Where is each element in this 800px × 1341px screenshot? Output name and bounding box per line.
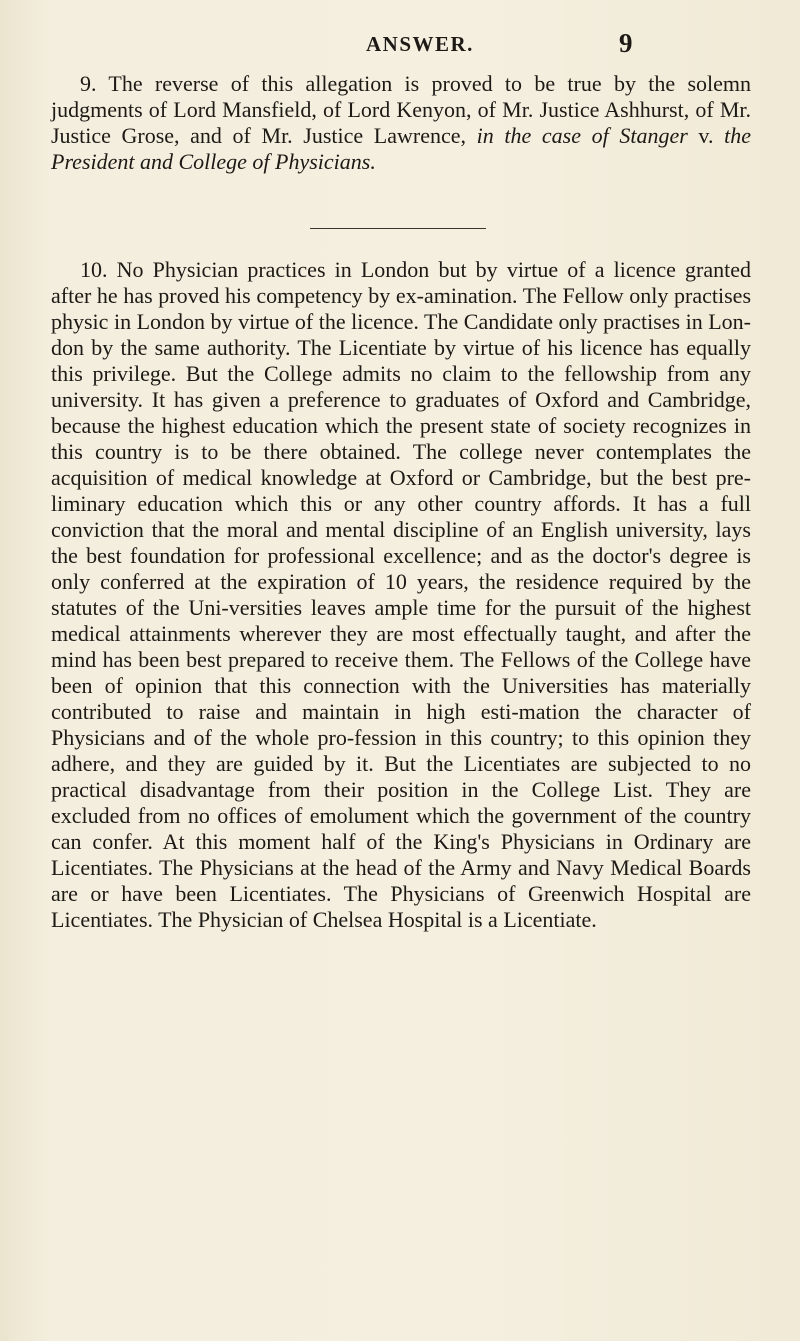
versus: v. [687,123,725,148]
italic-party-name: the President and College of Physicians. [51,123,751,174]
paragraph-number: 10. [80,257,108,282]
paragraph-number: 9. [80,71,97,96]
paragraph-text: The reverse of this allegation is proved to be true by the solemn judgments of Lord Mansfield, of Lord Kenyon, of Mr. Justice Ashhurst, of Mr. Justice Grose, and of Mr. Justice Lawrence, [51,71,751,148]
paragraph-9 [51,71,751,175]
page-header [0,28,800,62]
running-head: ANSWER. [366,32,474,56]
page-number: 9 [619,28,633,58]
paragraph-10 [51,257,751,933]
italic-case-name: in the case of Stanger [476,123,688,148]
paragraph-text: No Physician practices in London but by virtue of a licence granted after he has proved his competency by ex-amination. The Fellow only practises physic in London by virtue of the licence. The Candidate only practises in Lon-don by the same authority. The Licentiate by virtue of his licence has equally this privilege. But the College admits no claim to the fellowship from any university. It has given a preference to graduates of Oxford and Cambridge, because the highest education which the present state of society recognizes in this country is to be there obtained. The college never contemplates the acquisition of medical knowledge at Oxford or Cambridge, but the best pre-liminary education which this or any other country affords. It has a full conviction that the moral and mental discipline of an English university, lays the best foundation for professional excellence; and as the doctor's degree is only conferred at the expiration of 10 years, the residence required by the statutes of the Uni-versities leaves ample time for the pursuit of the highest medical attainments wherever they are most effectually taught, and after the mind has been best prepared to receive them. The Fellows of the College have been of opinion that this connection with the Universities has materially contributed to raise and maintain in high esti-mation the character of Physicians and of the whole pro-fession in this country; to this opinion they adhere, and they are guided by it. But the Licentiates are subjected to no practical disadvantage from their position in the College List. They are excluded from no offices of emolument which the government of the country can confer. At this moment half of the King's Physicians in Ordinary are Licentiates. The Physicians at the head of the Army and Navy Medical Boards are or have been Licentiates. The Physicians of Greenwich Hospital are Licentiates. The Physician of Chelsea Hospital is a Licentiate. [51,257,751,932]
section-divider [310,228,486,229]
